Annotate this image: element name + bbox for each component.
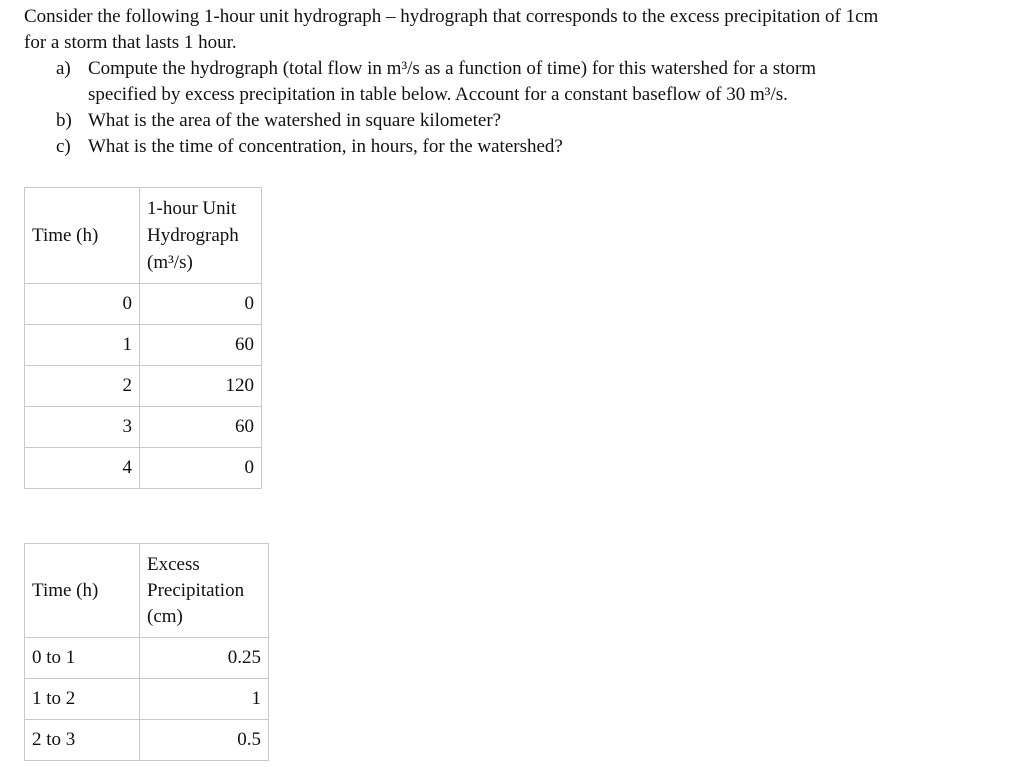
question-text-line: Compute the hydrograph (total flow in m³/s as a function of time) for this watershed for a storm bbox=[88, 58, 817, 79]
header-line: Hydrograph bbox=[147, 225, 239, 246]
flow-cell: 60 bbox=[140, 325, 262, 366]
table-row bbox=[25, 284, 262, 325]
flow-cell: 0 bbox=[140, 448, 262, 489]
table-row bbox=[25, 448, 262, 489]
header-line: Excess bbox=[147, 553, 200, 575]
table-row bbox=[25, 366, 262, 407]
table-row bbox=[25, 325, 262, 366]
time-cell: 0 to 1 bbox=[25, 638, 140, 679]
time-cell: 2 to 3 bbox=[25, 720, 140, 761]
question-list bbox=[56, 56, 956, 160]
precipitation-cell: 0.5 bbox=[140, 720, 269, 761]
header-line: 1-hour Unit bbox=[147, 198, 237, 219]
table-row bbox=[25, 407, 262, 448]
table-header-row bbox=[25, 544, 269, 638]
question-c bbox=[56, 134, 956, 160]
time-cell: 0 bbox=[25, 284, 140, 325]
time-cell: 3 bbox=[25, 407, 140, 448]
question-b bbox=[56, 108, 956, 134]
problem-intro bbox=[24, 4, 1004, 56]
intro-line-2: for a storm that lasts 1 hour. bbox=[24, 32, 237, 53]
header-line: Precipitation bbox=[147, 579, 245, 601]
question-text-line: specified by excess precipitation in table below. Account for a constant baseflow of 30 m³/s. bbox=[88, 84, 788, 105]
flow-cell: 0 bbox=[140, 284, 262, 325]
table-row bbox=[25, 679, 269, 720]
table-header-row bbox=[25, 188, 262, 284]
time-cell: 1 bbox=[25, 325, 140, 366]
precipitation-cell: 1 bbox=[140, 679, 269, 720]
flow-cell: 120 bbox=[140, 366, 262, 407]
time-cell: 2 bbox=[25, 366, 140, 407]
time-cell: 4 bbox=[25, 448, 140, 489]
unit-hydrograph-table bbox=[24, 187, 262, 489]
question-text bbox=[88, 56, 956, 108]
time-cell: 1 to 2 bbox=[25, 679, 140, 720]
table-row bbox=[25, 638, 269, 679]
question-label: c) bbox=[56, 136, 71, 157]
question-text: What is the time of concentration, in hours, for the watershed? bbox=[88, 136, 563, 157]
intro-line-1: Consider the following 1-hour unit hydrograph – hydrograph that corresponds to the excess precipitation of 1cm bbox=[24, 6, 879, 27]
header-line: (m³/s) bbox=[147, 252, 193, 273]
header-line: (cm) bbox=[147, 605, 183, 627]
column-header-precipitation bbox=[140, 544, 269, 638]
question-text: What is the area of the watershed in square kilometer? bbox=[88, 110, 502, 131]
flow-cell: 60 bbox=[140, 407, 262, 448]
question-label: b) bbox=[56, 110, 72, 131]
question-label: a) bbox=[56, 58, 71, 79]
column-header-time: Time (h) bbox=[25, 544, 140, 638]
table-row bbox=[25, 720, 269, 761]
precipitation-cell: 0.25 bbox=[140, 638, 269, 679]
column-header-time: Time (h) bbox=[25, 188, 140, 284]
column-header-flow bbox=[140, 188, 262, 284]
excess-precipitation-table bbox=[24, 543, 269, 761]
question-a bbox=[56, 56, 956, 108]
